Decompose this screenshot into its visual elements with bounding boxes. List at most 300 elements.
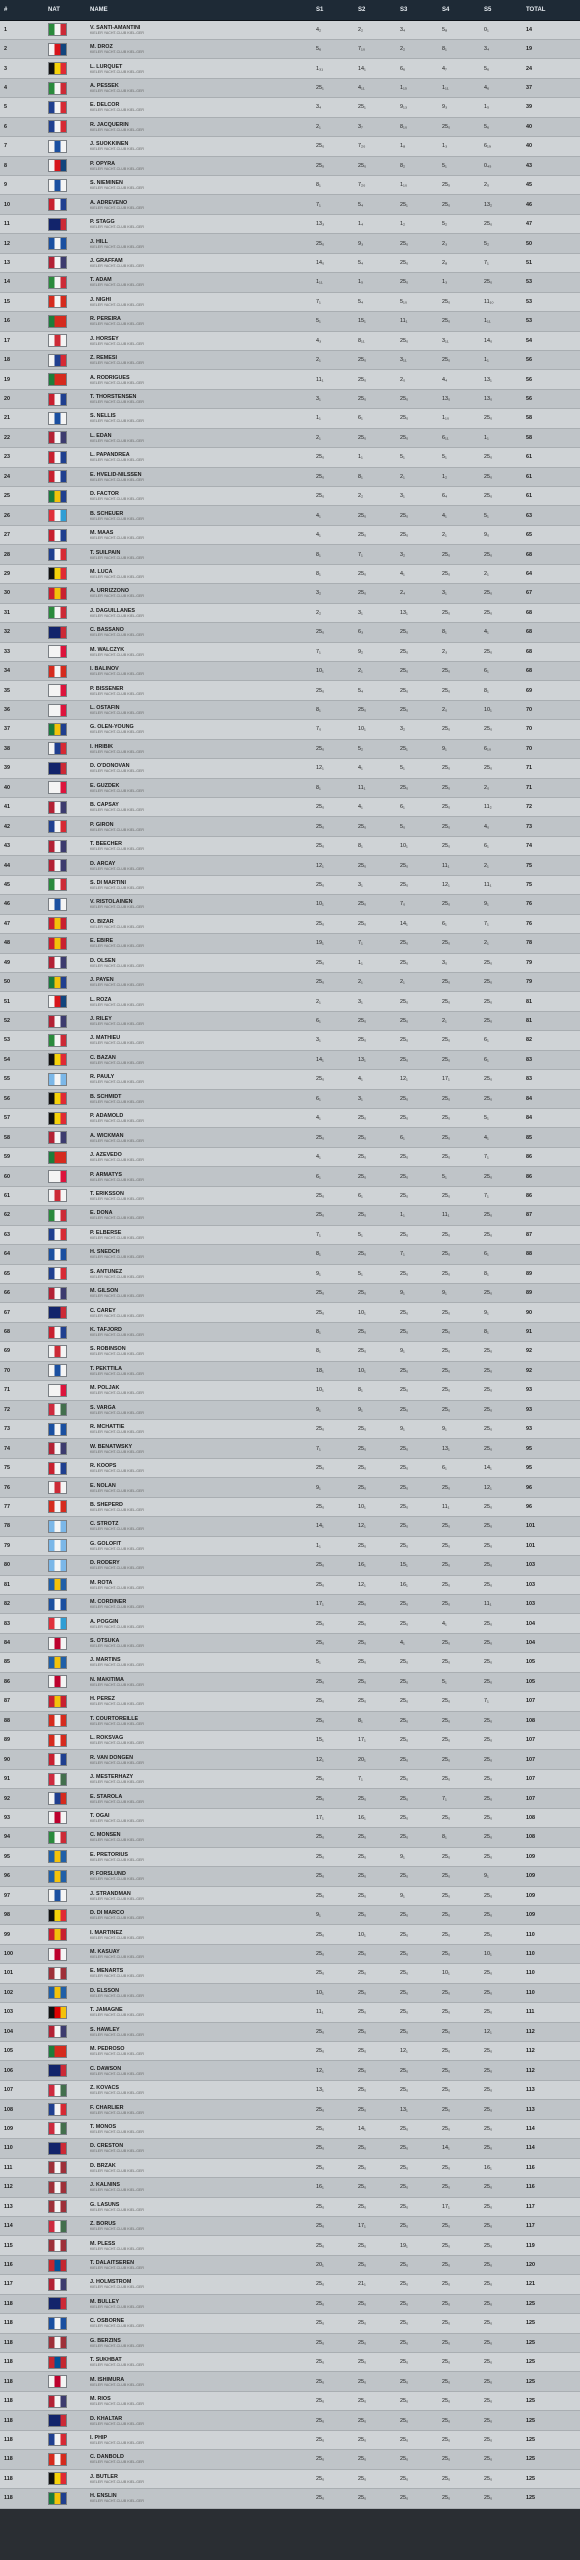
sailor-name[interactable]: C. DANBOLD	[90, 2454, 124, 2461]
table-row[interactable]	[0, 2391, 580, 2410]
table-row[interactable]	[0, 156, 580, 175]
table-row[interactable]	[0, 798, 580, 817]
table-row[interactable]	[0, 1031, 580, 1050]
table-row[interactable]	[0, 370, 580, 389]
sailor-name[interactable]: S. DI MARTINI	[90, 879, 126, 886]
header-s3[interactable]: S3	[396, 0, 438, 20]
table-row[interactable]	[0, 836, 580, 855]
sailor-name-cell[interactable]	[86, 1905, 312, 1924]
sailor-name[interactable]: K. TAFJORD	[90, 1327, 122, 1334]
sailor-name-cell[interactable]	[86, 1867, 312, 1886]
table-row[interactable]	[0, 2042, 580, 2061]
table-row[interactable]	[0, 2489, 580, 2508]
table-row[interactable]	[0, 1556, 580, 1575]
sailor-name[interactable]: G. OLEN-YOUNG	[90, 724, 134, 731]
sailor-name-cell[interactable]	[86, 2100, 312, 2119]
table-row[interactable]	[0, 2430, 580, 2449]
sailor-name-cell[interactable]	[86, 39, 312, 58]
sailor-name[interactable]: M. GILSON	[90, 1288, 119, 1295]
table-row[interactable]	[0, 2216, 580, 2235]
sailor-name-cell[interactable]	[86, 1478, 312, 1497]
sailor-name-cell[interactable]	[86, 972, 312, 991]
sailor-name[interactable]: E. HVELID-NILSSEN	[90, 471, 142, 478]
sailor-name[interactable]: P. ELBERSE	[90, 1229, 122, 1236]
sailor-name-cell[interactable]	[86, 2275, 312, 2294]
sailor-name-cell[interactable]	[86, 2255, 312, 2274]
sailor-name-cell[interactable]	[86, 1439, 312, 1458]
sailor-name[interactable]: J. DAGUILLANES	[90, 607, 135, 614]
sailor-name[interactable]: J. MATHIEU	[90, 1035, 121, 1042]
sailor-name[interactable]: I. HRIBIK	[90, 743, 114, 750]
sailor-name-cell[interactable]	[86, 2080, 312, 2099]
sailor-name-cell[interactable]	[86, 1011, 312, 1030]
sailor-name[interactable]: M. BULLEY	[90, 2298, 120, 2305]
sailor-name-cell[interactable]	[86, 253, 312, 272]
sailor-name-cell[interactable]	[86, 759, 312, 778]
sailor-name-cell[interactable]	[86, 1750, 312, 1769]
sailor-name[interactable]: J. NIGHI	[90, 296, 111, 303]
sailor-name-cell[interactable]	[86, 2391, 312, 2410]
table-row[interactable]	[0, 1381, 580, 1400]
sailor-name-cell[interactable]	[86, 584, 312, 603]
table-row[interactable]	[0, 2353, 580, 2372]
table-row[interactable]	[0, 448, 580, 467]
table-row[interactable]	[0, 98, 580, 117]
sailor-name[interactable]: A. URRIZZONO	[90, 588, 129, 595]
sailor-name-cell[interactable]	[86, 234, 312, 253]
sailor-name-cell[interactable]	[86, 20, 312, 39]
sailor-name-cell[interactable]	[86, 2294, 312, 2313]
sailor-name[interactable]: J. HILL	[90, 238, 108, 245]
sailor-name[interactable]: E. DELCOR	[90, 102, 120, 109]
sailor-name-cell[interactable]	[86, 1400, 312, 1419]
table-row[interactable]	[0, 1789, 580, 1808]
sailor-name-cell[interactable]	[86, 1789, 312, 1808]
table-row[interactable]	[0, 2372, 580, 2391]
table-row[interactable]	[0, 176, 580, 195]
sailor-name-cell[interactable]	[86, 525, 312, 544]
sailor-name-cell[interactable]	[86, 2061, 312, 2080]
sailor-name-cell[interactable]	[86, 2314, 312, 2333]
table-row[interactable]	[0, 1245, 580, 1264]
sailor-name-cell[interactable]	[86, 1672, 312, 1691]
table-row[interactable]	[0, 1808, 580, 1827]
table-row[interactable]	[0, 273, 580, 292]
sailor-name-cell[interactable]	[86, 448, 312, 467]
table-row[interactable]	[0, 739, 580, 758]
sailor-name[interactable]: D. OLSEN	[90, 957, 116, 964]
sailor-name[interactable]: V. SANTI-AMANTINI	[90, 24, 141, 31]
sailor-name-cell[interactable]	[86, 1556, 312, 1575]
sailor-name-cell[interactable]	[86, 1692, 312, 1711]
table-row[interactable]	[0, 1283, 580, 1302]
sailor-name[interactable]: A. ADREVENO	[90, 199, 128, 206]
sailor-name[interactable]: S. OTSUKA	[90, 1638, 120, 1645]
table-row[interactable]	[0, 195, 580, 214]
sailor-name[interactable]: L. LURQUET	[90, 63, 123, 70]
table-row[interactable]	[0, 350, 580, 369]
table-row[interactable]	[0, 1439, 580, 1458]
sailor-name[interactable]: E. EBIRE	[90, 938, 114, 945]
table-row[interactable]	[0, 331, 580, 350]
sailor-name[interactable]: B. SCHEUER	[90, 510, 124, 517]
table-row[interactable]	[0, 1692, 580, 1711]
table-row[interactable]	[0, 545, 580, 564]
sailor-name[interactable]: T. JAMAGNE	[90, 2007, 123, 2014]
table-row[interactable]	[0, 39, 580, 58]
sailor-name[interactable]: T. SUILPAIN	[90, 549, 121, 556]
sailor-name-cell[interactable]	[86, 1847, 312, 1866]
sailor-name-cell[interactable]	[86, 1128, 312, 1147]
sailor-name-cell[interactable]	[86, 2353, 312, 2372]
sailor-name[interactable]: P. BISSENER	[90, 685, 124, 692]
table-row[interactable]	[0, 895, 580, 914]
sailor-name-cell[interactable]	[86, 1633, 312, 1652]
sailor-name-cell[interactable]	[86, 78, 312, 97]
sailor-name-cell[interactable]	[86, 2003, 312, 2022]
sailor-name-cell[interactable]	[86, 1186, 312, 1205]
table-row[interactable]	[0, 20, 580, 39]
sailor-name-cell[interactable]	[86, 895, 312, 914]
table-row[interactable]	[0, 1167, 580, 1186]
sailor-name-cell[interactable]	[86, 1983, 312, 2002]
sailor-name[interactable]: B. CAPSAY	[90, 802, 119, 809]
sailor-name-cell[interactable]	[86, 1225, 312, 1244]
table-row[interactable]	[0, 253, 580, 272]
table-row[interactable]	[0, 642, 580, 661]
sailor-name[interactable]: P. STAGG	[90, 219, 115, 226]
table-row[interactable]	[0, 137, 580, 156]
sailor-name[interactable]: D. FACTOR	[90, 491, 119, 498]
header-nat[interactable]: NAT	[44, 0, 86, 20]
sailor-name[interactable]: D. ELSSON	[90, 1987, 120, 1994]
sailor-name-cell[interactable]	[86, 1925, 312, 1944]
table-row[interactable]	[0, 1361, 580, 1380]
table-row[interactable]	[0, 312, 580, 331]
table-row[interactable]	[0, 1322, 580, 1341]
sailor-name-cell[interactable]	[86, 2489, 312, 2508]
sailor-name-cell[interactable]	[86, 2158, 312, 2177]
table-row[interactable]	[0, 506, 580, 525]
table-row[interactable]	[0, 467, 580, 486]
sailor-name-cell[interactable]	[86, 1381, 312, 1400]
sailor-name[interactable]: J. STRANDMAN	[90, 1890, 131, 1897]
sailor-name-cell[interactable]	[86, 117, 312, 136]
table-row[interactable]	[0, 681, 580, 700]
sailor-name-cell[interactable]	[86, 1342, 312, 1361]
table-row[interactable]	[0, 2080, 580, 2099]
sailor-name[interactable]: M. CORDINER	[90, 1599, 127, 1606]
table-row[interactable]	[0, 2158, 580, 2177]
sailor-name-cell[interactable]	[86, 2022, 312, 2041]
sailor-name-cell[interactable]	[86, 1109, 312, 1128]
table-row[interactable]	[0, 1731, 580, 1750]
sailor-name-cell[interactable]	[86, 739, 312, 758]
table-row[interactable]	[0, 234, 580, 253]
sailor-name[interactable]: M. WALCZYK	[90, 646, 125, 653]
sailor-name[interactable]: J. KALNINS	[90, 2182, 120, 2189]
sailor-name-cell[interactable]	[86, 1147, 312, 1166]
table-row[interactable]	[0, 1867, 580, 1886]
sailor-name[interactable]: S. NELLIS	[90, 413, 116, 420]
table-row[interactable]	[0, 661, 580, 680]
table-row[interactable]	[0, 1303, 580, 1322]
sailor-name-cell[interactable]	[86, 1167, 312, 1186]
sailor-name[interactable]: R. KOOPS	[90, 1463, 117, 1470]
sailor-name[interactable]: L. ROZA	[90, 996, 112, 1003]
table-row[interactable]	[0, 1847, 580, 1866]
sailor-name[interactable]: P. GIRON	[90, 821, 114, 828]
sailor-name-cell[interactable]	[86, 2197, 312, 2216]
sailor-name-cell[interactable]	[86, 2469, 312, 2488]
sailor-name[interactable]: T. DALAITSEREN	[90, 2260, 135, 2267]
sailor-name[interactable]: O. BIZAR	[90, 918, 114, 925]
table-row[interactable]	[0, 2100, 580, 2119]
sailor-name[interactable]: T. MONOS	[90, 2123, 117, 2130]
sailor-name[interactable]: J. HOLMSTROM	[90, 2279, 132, 2286]
sailor-name[interactable]: Z. KOVACS	[90, 2085, 119, 2092]
sailor-name-cell[interactable]	[86, 487, 312, 506]
table-row[interactable]	[0, 487, 580, 506]
sailor-name[interactable]: M. LUCA	[90, 568, 113, 575]
sailor-name-cell[interactable]	[86, 1458, 312, 1477]
sailor-name-cell[interactable]	[86, 1828, 312, 1847]
sailor-name[interactable]: M. DROZ	[90, 44, 113, 51]
table-row[interactable]	[0, 1147, 580, 1166]
sailor-name[interactable]: S. HAWLEY	[90, 2026, 120, 2033]
table-row[interactable]	[0, 1672, 580, 1691]
sailor-name-cell[interactable]	[86, 350, 312, 369]
sailor-name-cell[interactable]	[86, 2333, 312, 2352]
sailor-name-cell[interactable]	[86, 914, 312, 933]
sailor-name[interactable]: A. WICKMAN	[90, 1132, 124, 1139]
sailor-name-cell[interactable]	[86, 2042, 312, 2061]
header-name[interactable]: NAME	[86, 0, 312, 20]
sailor-name[interactable]: T. THORSTENSEN	[90, 394, 137, 401]
sailor-name-cell[interactable]	[86, 817, 312, 836]
table-row[interactable]	[0, 1594, 580, 1613]
sailor-name-cell[interactable]	[86, 700, 312, 719]
sailor-name-cell[interactable]	[86, 953, 312, 972]
table-row[interactable]	[0, 2022, 580, 2041]
sailor-name-cell[interactable]	[86, 2411, 312, 2430]
table-row[interactable]	[0, 1109, 580, 1128]
sailor-name[interactable]: S. ANTUNEZ	[90, 1268, 123, 1275]
sailor-name[interactable]: J. AZEVEDO	[90, 1152, 122, 1159]
sailor-name-cell[interactable]	[86, 98, 312, 117]
sailor-name[interactable]: J. SUOKKINEN	[90, 141, 129, 148]
sailor-name[interactable]: J. RILEY	[90, 1016, 112, 1023]
sailor-name[interactable]: G. BERZINS	[90, 2337, 121, 2344]
sailor-name[interactable]: E. MENARTS	[90, 1968, 124, 1975]
sailor-name-cell[interactable]	[86, 370, 312, 389]
sailor-name[interactable]: D. CRESTON	[90, 2143, 124, 2150]
sailor-name[interactable]: P. ARMATYS	[90, 1171, 122, 1178]
sailor-name-cell[interactable]	[86, 176, 312, 195]
sailor-name[interactable]: M. KASUAY	[90, 1949, 120, 1956]
sailor-name-cell[interactable]	[86, 1731, 312, 1750]
table-row[interactable]	[0, 875, 580, 894]
sailor-name-cell[interactable]	[86, 1594, 312, 1613]
table-row[interactable]	[0, 1983, 580, 2002]
sailor-name[interactable]: A. PESSEK	[90, 83, 119, 90]
table-row[interactable]	[0, 1750, 580, 1769]
sailor-name-cell[interactable]	[86, 1614, 312, 1633]
table-row[interactable]	[0, 817, 580, 836]
sailor-name-cell[interactable]	[86, 137, 312, 156]
sailor-name[interactable]: P. ADAMOLD	[90, 1113, 124, 1120]
sailor-name-cell[interactable]	[86, 1886, 312, 1905]
sailor-name-cell[interactable]	[86, 389, 312, 408]
sailor-name-cell[interactable]	[86, 720, 312, 739]
header-s2[interactable]: S2	[354, 0, 396, 20]
table-row[interactable]	[0, 914, 580, 933]
table-row[interactable]	[0, 428, 580, 447]
table-row[interactable]	[0, 78, 580, 97]
sailor-name-cell[interactable]	[86, 156, 312, 175]
sailor-name[interactable]: E. PRETORIUS	[90, 1851, 128, 1858]
sailor-name[interactable]: G. GOLOFIT	[90, 1540, 122, 1547]
sailor-name[interactable]: V. RISTOLAINEN	[90, 899, 133, 906]
table-row[interactable]	[0, 778, 580, 797]
sailor-name-cell[interactable]	[86, 1964, 312, 1983]
table-row[interactable]	[0, 1478, 580, 1497]
table-row[interactable]	[0, 2469, 580, 2488]
table-row[interactable]	[0, 2255, 580, 2274]
sailor-name-cell[interactable]	[86, 564, 312, 583]
sailor-name-cell[interactable]	[86, 778, 312, 797]
table-row[interactable]	[0, 1653, 580, 1672]
sailor-name-cell[interactable]	[86, 2178, 312, 2197]
table-row[interactable]	[0, 2003, 580, 2022]
sailor-name[interactable]: S. VARGA	[90, 1404, 116, 1411]
sailor-name[interactable]: T. ADAM	[90, 277, 112, 284]
header-pos[interactable]: #	[0, 0, 44, 20]
sailor-name[interactable]: M. RIOS	[90, 2396, 111, 2403]
table-row[interactable]	[0, 1497, 580, 1516]
sailor-name-cell[interactable]	[86, 1322, 312, 1341]
table-row[interactable]	[0, 1420, 580, 1439]
table-row[interactable]	[0, 2411, 580, 2430]
sailor-name-cell[interactable]	[86, 331, 312, 350]
table-row[interactable]	[0, 1089, 580, 1108]
table-row[interactable]	[0, 1186, 580, 1205]
table-row[interactable]	[0, 389, 580, 408]
sailor-name[interactable]: J. MARTINS	[90, 1657, 121, 1664]
table-row[interactable]	[0, 2275, 580, 2294]
sailor-name[interactable]: M. ISHIMURA	[90, 2376, 125, 2383]
sailor-name[interactable]: T. OGAI	[90, 1812, 110, 1819]
sailor-name[interactable]: J. GRAFFAM	[90, 257, 123, 264]
table-row[interactable]	[0, 1128, 580, 1147]
sailor-name[interactable]: H. ENSLIN	[90, 2493, 117, 2500]
sailor-name-cell[interactable]	[86, 59, 312, 78]
table-row[interactable]	[0, 2178, 580, 2197]
sailor-name[interactable]: D. KHALTAR	[90, 2415, 123, 2422]
sailor-name-cell[interactable]	[86, 1769, 312, 1788]
sailor-name[interactable]: D. O'DONOVAN	[90, 763, 130, 770]
sailor-name[interactable]: F. CHARLIER	[90, 2104, 124, 2111]
sailor-name[interactable]: C. STROTZ	[90, 1521, 119, 1528]
table-row[interactable]	[0, 1225, 580, 1244]
sailor-name[interactable]: D. ARCAY	[90, 860, 116, 867]
sailor-name[interactable]: E. GUZDEK	[90, 782, 120, 789]
sailor-name[interactable]: E. DONA	[90, 1210, 113, 1217]
sailor-name-cell[interactable]	[86, 1050, 312, 1069]
table-row[interactable]	[0, 1050, 580, 1069]
table-row[interactable]	[0, 1070, 580, 1089]
sailor-name-cell[interactable]	[86, 681, 312, 700]
sailor-name[interactable]: C. OSBORNE	[90, 2318, 125, 2325]
sailor-name[interactable]: T. ERIKSSON	[90, 1190, 124, 1197]
table-row[interactable]	[0, 2236, 580, 2255]
sailor-name[interactable]: J. MESTERHAZY	[90, 1774, 134, 1781]
sailor-name[interactable]: C. CAREY	[90, 1307, 116, 1314]
sailor-name[interactable]: N. MAKITIMA	[90, 1676, 124, 1683]
table-row[interactable]	[0, 2294, 580, 2313]
sailor-name-cell[interactable]	[86, 1711, 312, 1730]
table-row[interactable]	[0, 972, 580, 991]
sailor-name-cell[interactable]	[86, 2372, 312, 2391]
sailor-name[interactable]: P. FORSLUND	[90, 1871, 126, 1878]
sailor-name-cell[interactable]	[86, 1283, 312, 1302]
sailor-name-cell[interactable]	[86, 2236, 312, 2255]
sailor-name[interactable]: C. DAWSON	[90, 2065, 122, 2072]
sailor-name-cell[interactable]	[86, 273, 312, 292]
table-row[interactable]	[0, 953, 580, 972]
sailor-name[interactable]: M. MAAS	[90, 530, 114, 537]
sailor-name[interactable]: D. RODERY	[90, 1560, 120, 1567]
sailor-name[interactable]: H. PEREZ	[90, 1696, 115, 1703]
sailor-name[interactable]: E. STAROLA	[90, 1793, 123, 1800]
table-row[interactable]	[0, 292, 580, 311]
table-row[interactable]	[0, 1400, 580, 1419]
table-row[interactable]	[0, 2061, 580, 2080]
table-row[interactable]	[0, 623, 580, 642]
sailor-name[interactable]: S. ROBINSON	[90, 1346, 126, 1353]
sailor-name-cell[interactable]	[86, 428, 312, 447]
sailor-name-cell[interactable]	[86, 661, 312, 680]
sailor-name[interactable]: I. PHIP	[90, 2434, 108, 2441]
sailor-name[interactable]: D. DI MARCO	[90, 1910, 125, 1917]
sailor-name[interactable]: G. LASUNS	[90, 2201, 120, 2208]
sailor-name-cell[interactable]	[86, 1944, 312, 1963]
table-row[interactable]	[0, 1944, 580, 1963]
sailor-name[interactable]: L. PAPANDREA	[90, 452, 130, 459]
sailor-name-cell[interactable]	[86, 603, 312, 622]
sailor-name[interactable]: R. PAULY	[90, 1074, 115, 1081]
sailor-name[interactable]: M. PEDROSO	[90, 2046, 125, 2053]
table-row[interactable]	[0, 409, 580, 428]
table-row[interactable]	[0, 1964, 580, 1983]
sailor-name[interactable]: I. MARTINEZ	[90, 1929, 123, 1936]
sailor-name[interactable]: T. PEKTTILA	[90, 1365, 123, 1372]
sailor-name-cell[interactable]	[86, 2450, 312, 2469]
table-row[interactable]	[0, 525, 580, 544]
sailor-name-cell[interactable]	[86, 1420, 312, 1439]
sailor-name-cell[interactable]	[86, 1361, 312, 1380]
sailor-name[interactable]: I. BALINOV	[90, 666, 119, 673]
sailor-name-cell[interactable]	[86, 467, 312, 486]
table-row[interactable]	[0, 584, 580, 603]
sailor-name[interactable]: B. SHEPERD	[90, 1501, 123, 1508]
table-row[interactable]	[0, 720, 580, 739]
sailor-name-cell[interactable]	[86, 195, 312, 214]
sailor-name-cell[interactable]	[86, 2430, 312, 2449]
header-s5[interactable]: S5	[480, 0, 522, 20]
sailor-name[interactable]: C. MONSEN	[90, 1832, 121, 1839]
sailor-name[interactable]: C. BASSANO	[90, 627, 124, 634]
